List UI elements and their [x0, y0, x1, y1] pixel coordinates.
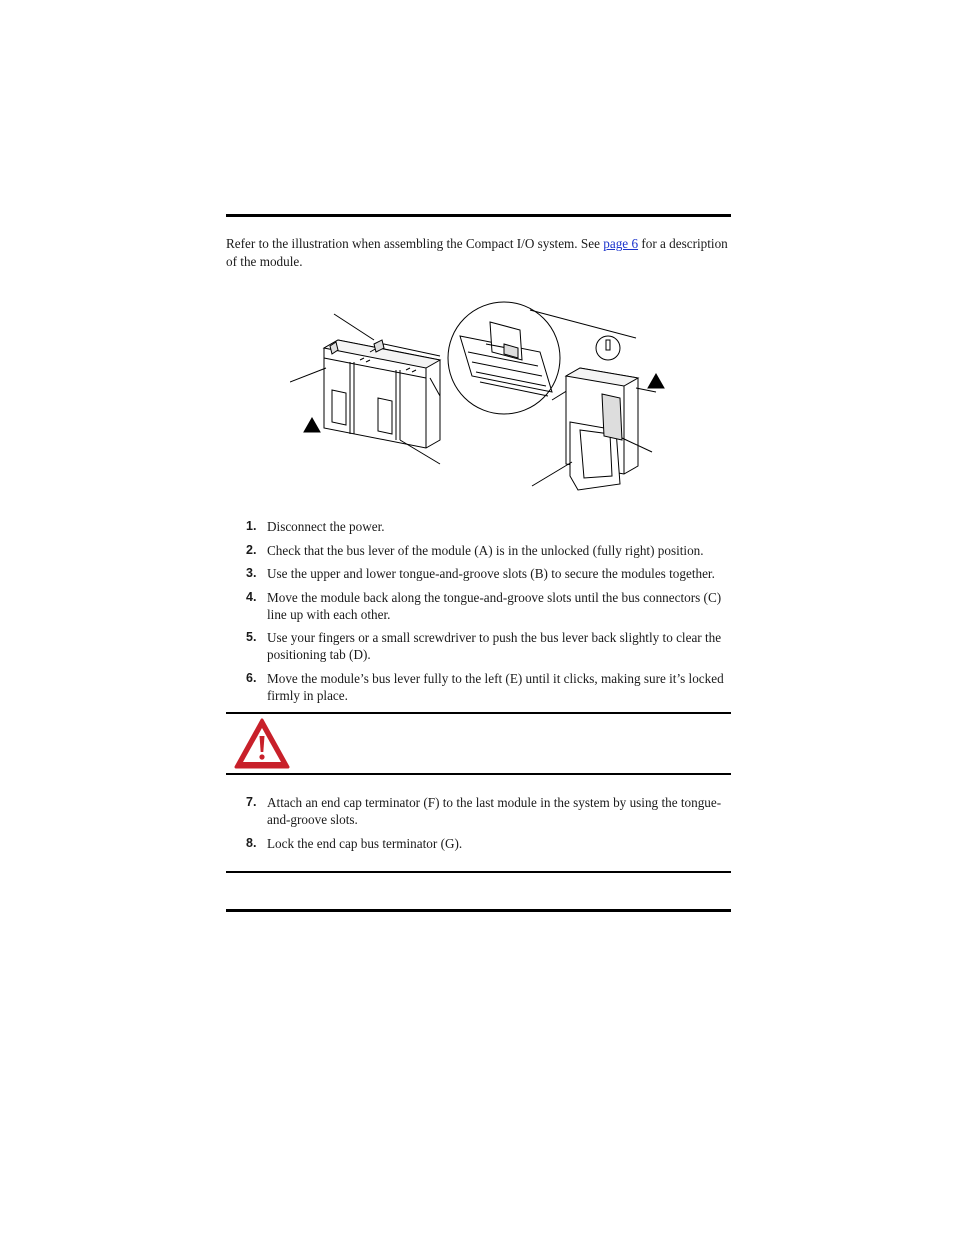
- step-number: 3.: [246, 566, 257, 580]
- step-number: 4.: [246, 589, 257, 604]
- warning-top-rule: [226, 712, 731, 714]
- step-text: Move the module’s bus lever fully to the left (E) until it clicks, making sure it’s locked firmly in place.: [267, 670, 724, 703]
- esd-symbol-right: [648, 374, 664, 388]
- step-number: 5.: [246, 630, 257, 644]
- esd-symbol-left: [304, 418, 320, 432]
- steps-list-2: [226, 794, 731, 858]
- step-number: 1.: [246, 519, 257, 533]
- leader-f: [532, 462, 572, 486]
- step-3: [226, 565, 731, 582]
- leader-e: [636, 388, 656, 392]
- step-text: Disconnect the power.: [267, 519, 385, 534]
- leader-a: [334, 314, 374, 340]
- step-number: 7.: [246, 795, 257, 809]
- intro-text-after: for a description of the module.: [226, 236, 728, 269]
- step-text: Move the module back along the tongue-and-groove slots until the bus connectors (C) line up with each other.: [267, 589, 722, 622]
- section-rule-2: [226, 909, 731, 912]
- steps-list-1: [226, 518, 731, 710]
- warning-bottom-rule: [226, 773, 731, 775]
- step-4: [226, 589, 731, 623]
- step-5: [226, 629, 731, 663]
- top-rule: [226, 214, 731, 217]
- leader-b: [290, 368, 326, 382]
- step-8: [226, 835, 731, 852]
- assembly-illustration: [290, 300, 670, 500]
- step-number: 8.: [246, 835, 257, 850]
- step-text: Check that the bus lever of the module (A) is in the unlocked (fully right) position.: [267, 542, 704, 558]
- step-text: Use your fingers or a small screwdriver to push the bus lever back slightly to clear the positioning tab (D).: [267, 630, 722, 662]
- step-1: [226, 518, 731, 535]
- step-text: Attach an end cap terminator (F) to the last module in the system by using the tongue-and-groove slots.: [267, 795, 722, 827]
- step-2: [226, 542, 731, 559]
- step-text: Lock the end cap bus terminator (G).: [267, 835, 463, 851]
- intro-text-before: Refer to the illustration when assembling the Compact I/O system. See: [226, 236, 604, 251]
- step-7: [226, 794, 731, 828]
- step-text: Use the upper and lower tongue-and-groove slots (B) to secure the modules together.: [267, 566, 715, 581]
- warning-triangle-icon: [233, 717, 291, 770]
- magnified-detail: [448, 302, 560, 414]
- step-number: 6.: [246, 670, 257, 685]
- step-number: 2.: [246, 542, 257, 557]
- step-6: [226, 670, 731, 704]
- left-module-pair: [324, 340, 440, 448]
- section-rule-1: [226, 871, 731, 873]
- right-module: [566, 336, 638, 490]
- page-6-link[interactable]: page 6: [603, 236, 639, 251]
- intro-paragraph: [226, 235, 731, 270]
